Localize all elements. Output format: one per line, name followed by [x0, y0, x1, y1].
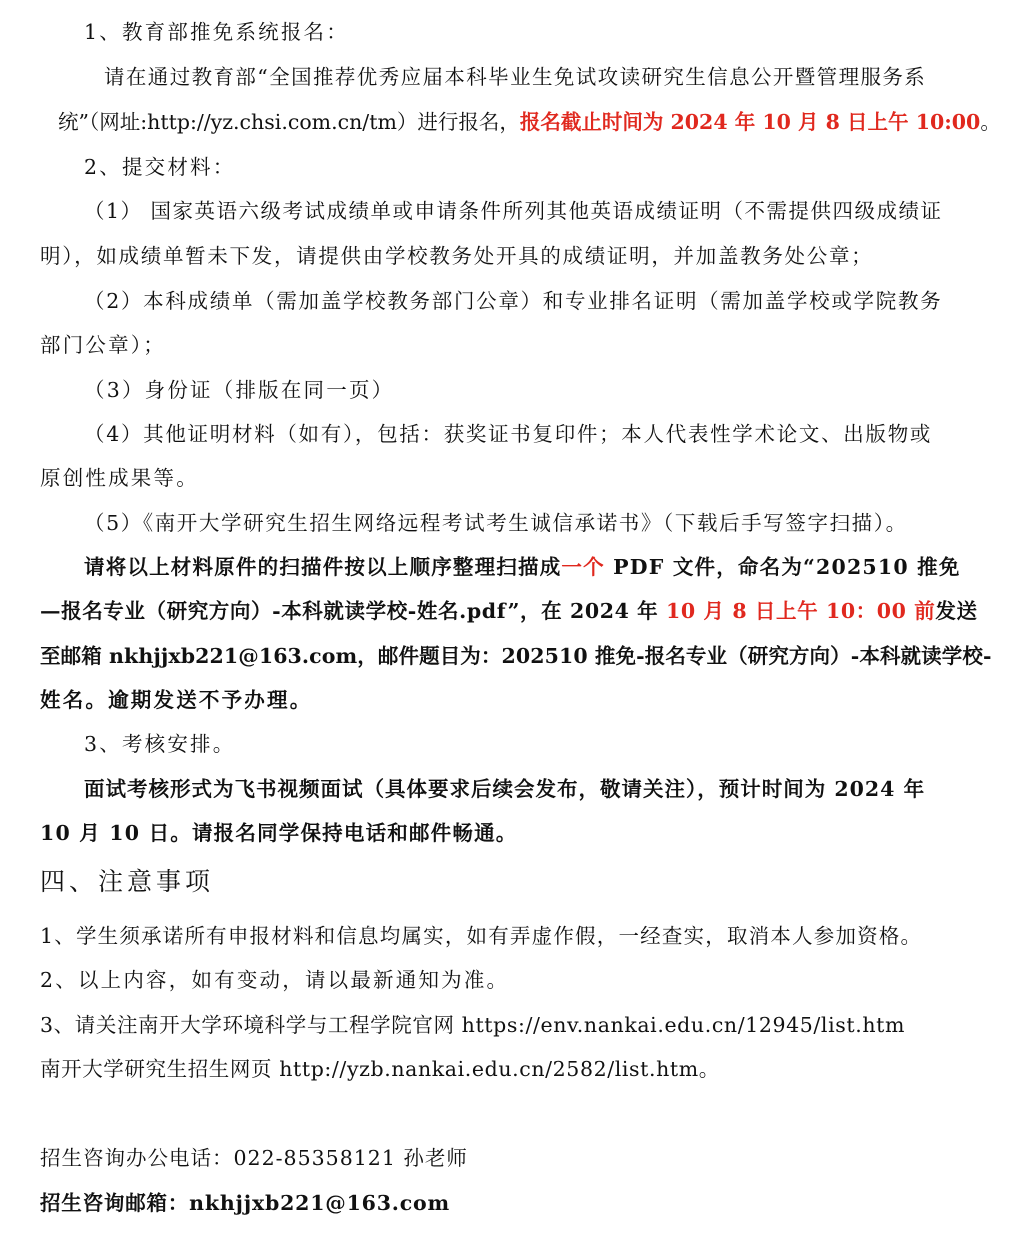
note-1: 1、学生须承诺所有申报材料和信息均属实，如有弄虚作假，一经查实，取消本人参加资格。	[40, 924, 923, 948]
register-end-punct: 。	[980, 110, 1001, 134]
submit-paragraph-line-1	[84, 554, 961, 580]
note-2: 2、以上内容，如有变动，请以最新通知为准。	[40, 968, 510, 992]
submit-text-a: 请将以上材料原件的扫描件按以上顺序整理扫描成	[84, 555, 562, 579]
exam-paragraph-line-2: 10 月 10 日。请报名同学保持电话和邮件畅通。	[40, 821, 518, 845]
material-4-line-2: 原创性成果等。	[40, 466, 199, 490]
register-paragraph-line-1: 请在通过教育部“全国推荐优秀应届本科毕业生免试攻读研究生信息公开暨管理服务系	[104, 65, 927, 89]
submit-filename-text: —报名专业（研究方向）-本科就读学校-姓名.pdf”，在 2024 年	[40, 599, 667, 623]
register-deadline: 报名截止时间为 2024 年 10 月 8 日上午 10:00	[519, 110, 981, 134]
submit-paragraph-line-4: 姓名。逾期发送不予办理。	[40, 688, 313, 712]
material-4-line-1: （4）其他证明材料（如有），包括：获奖证书复印件；本人代表性学术论文、出版物或	[84, 422, 933, 446]
contact-email-line	[40, 1190, 450, 1216]
contact-email-label: 招生咨询邮箱：	[40, 1191, 190, 1215]
submit-send-text: 发送	[935, 599, 978, 623]
material-2-line-2: 部门公章）；	[40, 333, 166, 357]
material-1-line-1: （1） 国家英语六级考试成绩单或申请条件所列其他英语成绩证明（不需提供四级成绩证	[84, 199, 943, 223]
material-3: （3）身份证（排版在同一页）	[84, 378, 395, 402]
notes-heading: 四、注意事项	[40, 867, 215, 896]
material-5: （5）《南开大学研究生招生网络远程考试考生诚信承诺书》（下载后手写签字扫描）。	[84, 511, 908, 535]
contact-phone: 招生咨询办公电话：022-85358121 孙老师	[40, 1146, 468, 1170]
note-3-line-2: 南开大学研究生招生网页 http://yzb.nankai.edu.cn/2582/list.htm。	[40, 1057, 720, 1081]
submit-paragraph-line-2	[40, 598, 978, 624]
submit-deadline: 10 月 8 日上午 10：00 前	[666, 599, 936, 623]
material-2-line-1: （2）本科成绩单（需加盖学校教务部门公章）和专业排名证明（需加盖学校或学院教务	[84, 289, 943, 313]
submit-text-b: PDF 文件，命名为“202510 推免	[604, 555, 961, 579]
exam-paragraph-line-1: 面试考核形式为飞书视频面试（具体要求后续会发布，敬请关注），预计时间为 2024 年	[84, 777, 926, 801]
submit-paragraph-line-3: 至邮箱 nkhjjxb221@163.com，邮件题目为：202510 推免-报名专业（研究方向）-本科就读学校-	[40, 644, 992, 668]
register-url-text: 统”（网址:http://yz.chsi.com.cn/tm）进行报名，	[58, 110, 520, 134]
note-3-line-1: 3、请关注南开大学环境科学与工程学院官网 https://env.nankai.edu.cn/12945/list.htm	[40, 1013, 905, 1037]
contact-email: nkhjjxb221@163.com	[189, 1191, 450, 1215]
section-heading-exam: 3、考核安排。	[84, 732, 236, 756]
register-paragraph-line-2	[58, 109, 1001, 135]
submit-one-highlight: 一个	[561, 555, 605, 579]
section-heading-materials: 2、提交材料：	[84, 155, 236, 179]
material-1-line-2: 明），如成绩单暂未下发，请提供由学校教务处开具的成绩证明，并加盖教务处公章；	[40, 244, 874, 268]
section-heading-register: 1、教育部推免系统报名：	[84, 20, 349, 44]
